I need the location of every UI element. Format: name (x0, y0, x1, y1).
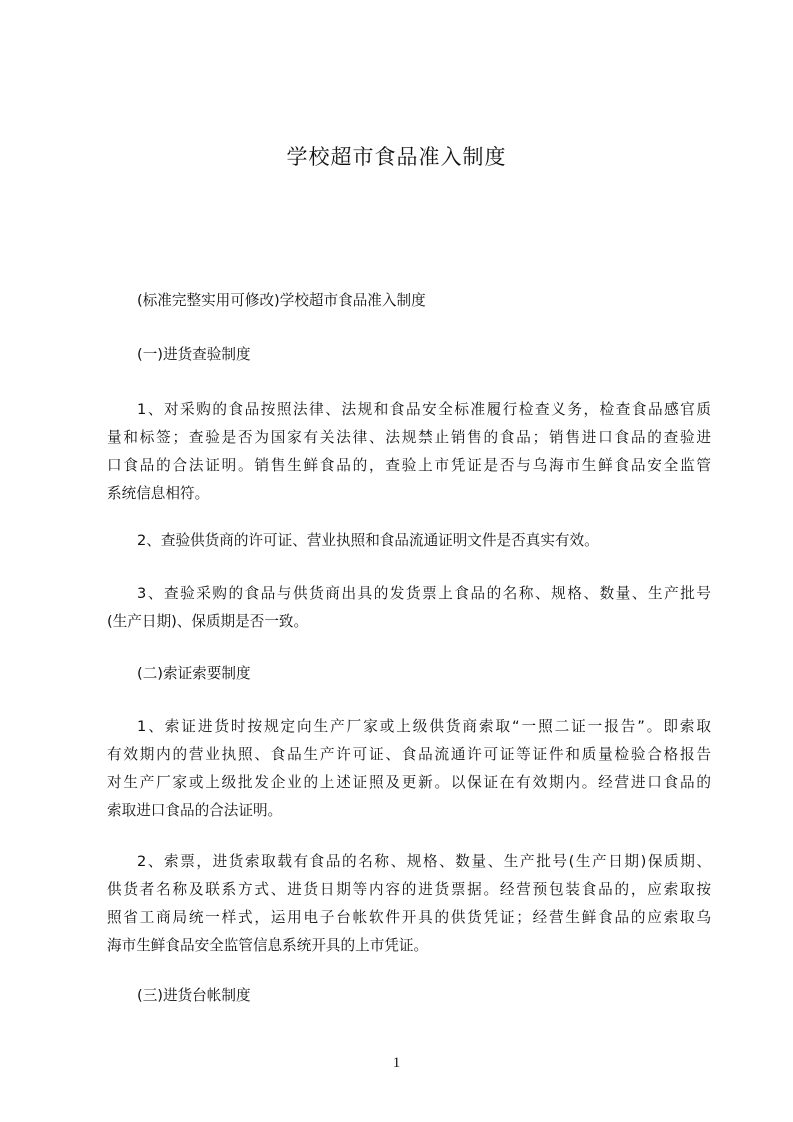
paragraph-certificates-1 (107, 713, 711, 825)
paragraph-inspection-3 (107, 580, 711, 636)
section-heading-inspection: (一)进货查验制度 (137, 346, 251, 363)
paragraph-line: 2、索票，进货索取载有食品的名称、规格、数量、生产批号(生产日期)保质期、 (137, 853, 711, 870)
paragraph-inspection-1 (107, 396, 711, 508)
section-heading-ledger: (三)进货台帐制度 (137, 987, 251, 1004)
paragraph-line: 口食品的合法证明。销售生鲜食品的，查验上市凭证是否与乌海市生鲜食品安全监管 (107, 457, 711, 474)
paragraph-line: 量和标签；查验是否为国家有关法律、法规禁止销售的食品；销售进口食品的查验进 (107, 429, 711, 446)
paragraph-inspection-2: 2、查验供货商的许可证、营业执照和食品流通证明文件是否真实有效。 (137, 532, 599, 549)
paragraph-line: 对生产厂家或上级批发企业的上述证照及更新。以保证在有效期内。经营进口食品的 (107, 774, 711, 791)
paragraph-line: 系统信息相符。 (107, 485, 210, 502)
document-title: 学校超市食品准入制度 (286, 145, 507, 169)
paragraph-certificates-2 (107, 848, 711, 960)
paragraph-line: 1、对采购的食品按照法律、法规和食品安全标准履行检查义务，检查食品感官质 (137, 401, 711, 418)
paragraph-line: 有效期内的营业执照、食品生产许可证、食品流通许可证等证件和质量检验合格报告 (107, 746, 711, 763)
document-subtitle: (标准完整实用可修改)学校超市食品准入制度 (137, 292, 426, 309)
paragraph-line: 1、索证进货时按规定向生产厂家或上级供货商索取“一照二证一报告”。即索取 (137, 718, 711, 735)
paragraph-line: (生产日期)、保质期是否一致。 (107, 613, 309, 630)
paragraph-line: 海市生鲜食品安全监管信息系统开具的上市凭证。 (107, 937, 429, 954)
section-heading-certificates: (二)索证索要制度 (137, 665, 251, 682)
paragraph-line: 3、查验采购的食品与供货商出具的发货票上食品的名称、规格、数量、生产批号 (137, 585, 711, 602)
paragraph-line: 供货者名称及联系方式、进货日期等内容的进货票据。经营预包装食品的，应索取按 (107, 881, 711, 898)
paragraph-line: 照省工商局统一样式，运用电子台帐软件开具的供货凭证；经营生鲜食品的应索取乌 (107, 909, 711, 926)
page-number: 1 (392, 1055, 401, 1071)
paragraph-line: 索取进口食品的合法证明。 (107, 802, 283, 819)
